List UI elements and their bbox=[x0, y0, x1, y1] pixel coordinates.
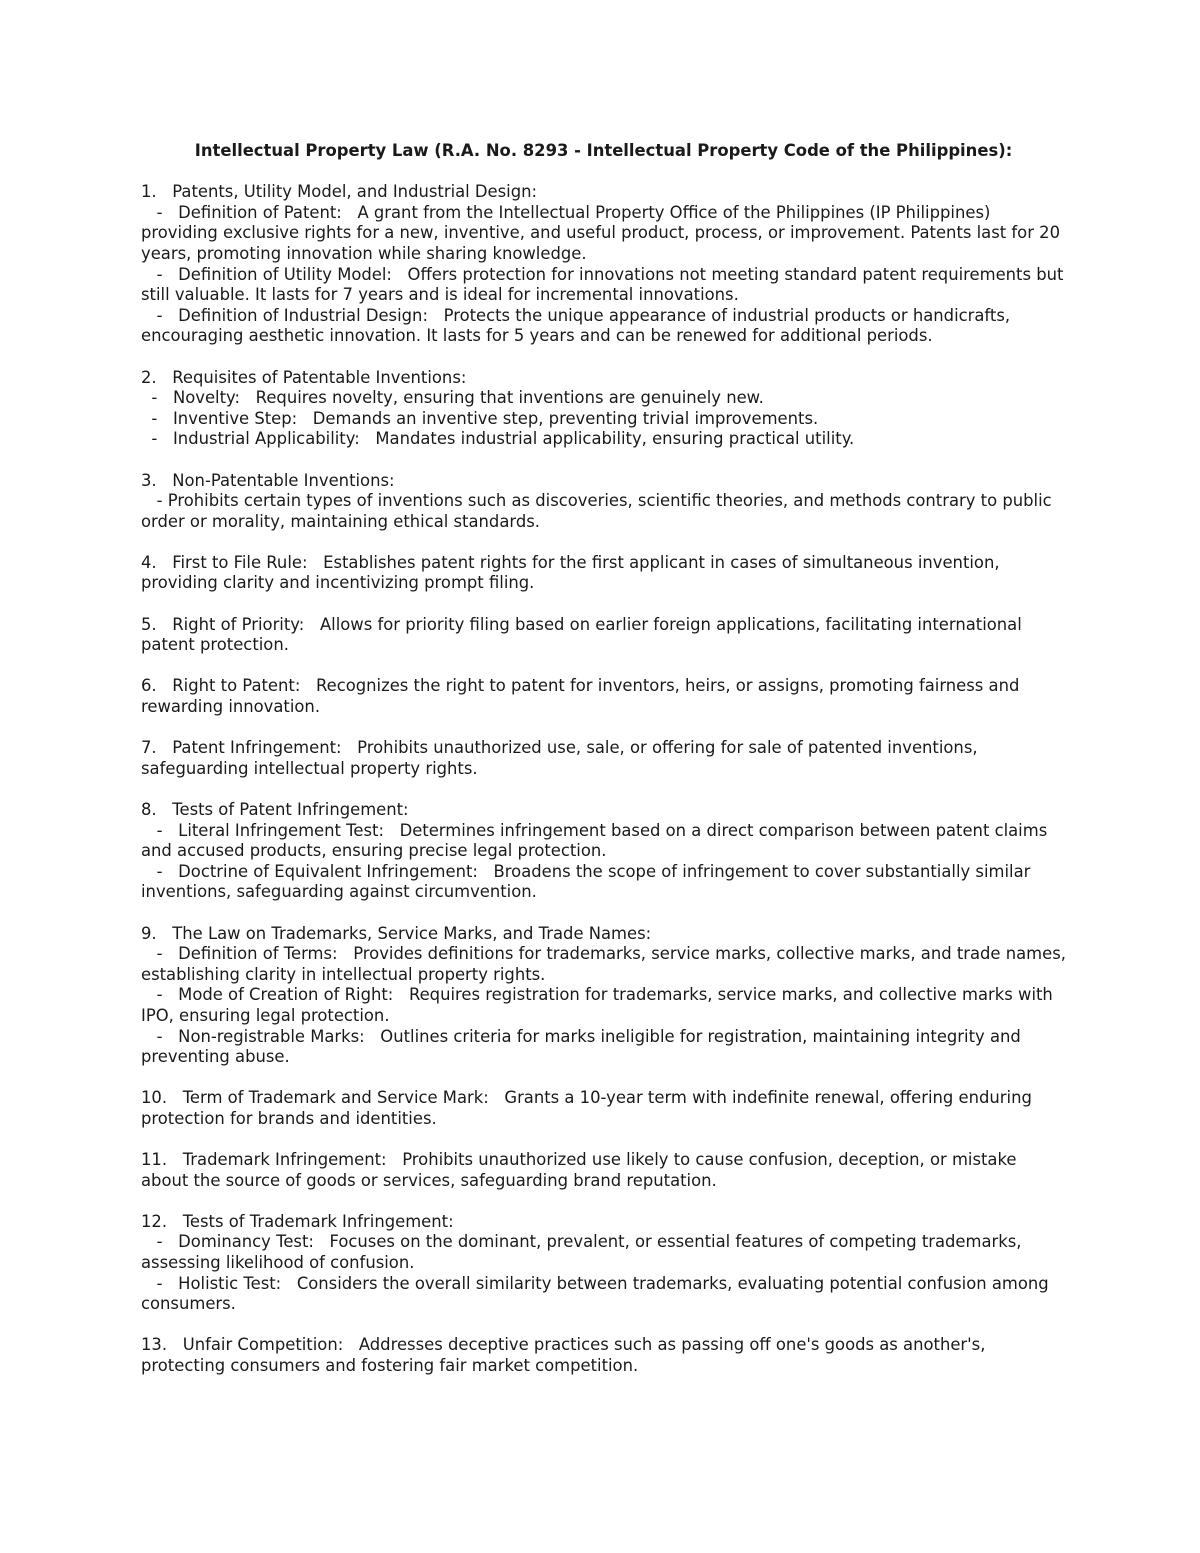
item-heading: 5. Right of Priority: Allows for priority filing based on earlier foreign applications, facilitating international patent protection. bbox=[141, 614, 1027, 655]
list-item bbox=[141, 553, 1066, 594]
item-heading: 6. Right to Patent: Recognizes the right to patent for inventors, heirs, or assigns, promoting fairness and rewarding innovation. bbox=[141, 676, 1025, 717]
item-heading: 12. Tests of Trademark Infringement: bbox=[141, 1211, 454, 1231]
list-item bbox=[141, 1335, 1066, 1376]
sub-item: - Literal Infringement Test: Determines infringement based on a direct comparison between patent claims and accused products, ensuring precise legal protection. bbox=[141, 820, 1053, 861]
sub-item: - Holistic Test: Considers the overall similarity between trademarks, evaluating potential confusion among consumers. bbox=[141, 1273, 1054, 1314]
document-body bbox=[141, 141, 1072, 1397]
list-item bbox=[141, 1088, 1066, 1129]
sub-item: - Inventive Step: Demands an inventive step, preventing trivial improvements. bbox=[141, 408, 819, 428]
sub-item: - Definition of Utility Model: Offers protection for innovations not meeting standard patent requirements but still valuable. It lasts for 7 years and is ideal for incremental innovations. bbox=[141, 264, 1069, 305]
item-heading: 13. Unfair Competition: Addresses deceptive practices such as passing off one's goods as another's, protecting consumers and fostering fair market competition. bbox=[141, 1335, 991, 1376]
sub-item: - Prohibits certain types of inventions such as discoveries, scientific theories, and methods contrary to public order or morality, maintaining ethical standards. bbox=[141, 491, 1057, 531]
item-heading: 7. Patent Infringement: Prohibits unauthorized use, sale, or offering for sale of patented inventions, safeguarding intellectual property rights. bbox=[141, 738, 983, 778]
sub-item: - Non-registrable Marks: Outlines criteria for marks ineligible for registration, maintaining integrity and preventing abuse. bbox=[141, 1026, 1026, 1067]
sub-item: - Dominancy Test: Focuses on the dominant, prevalent, or essential features of competing trademarks, assessing likelihood of confusion. bbox=[141, 1232, 1027, 1273]
sub-item: - Novelty: Requires novelty, ensuring that inventions are genuinely new. bbox=[141, 388, 764, 408]
item-heading: 8. Tests of Patent Infringement: bbox=[141, 800, 409, 819]
list-item bbox=[141, 676, 1066, 717]
sub-item: - Mode of Creation of Right: Requires registration for trademarks, service marks, and collective marks with IPO, ensuring legal protection. bbox=[141, 985, 1059, 1025]
list-item bbox=[141, 471, 1066, 533]
sub-item: - Definition of Patent: A grant from the Intellectual Property Office of the Philippines (IP Philippines) providing exclusive rights for a new, inventive, and useful product, process, or improvement. Patents last for 20 years, promoting innovation while sharing knowledge. bbox=[141, 202, 1066, 263]
item-heading: 4. First to File Rule: Establishes patent rights for the first applicant in cases of simultaneous invention, providing clarity and incentivizing prompt filing. bbox=[141, 552, 1005, 593]
sub-item: - Definition of Terms: Provides definitions for trademarks, service marks, collective marks, and trade names, establishing clarity in intellectual property rights. bbox=[141, 944, 1072, 984]
list-item bbox=[141, 738, 1066, 779]
item-heading: 9. The Law on Trademarks, Service Marks, and Trade Names: bbox=[141, 923, 652, 943]
list-item bbox=[141, 1212, 1066, 1315]
item-heading: 10. Term of Trademark and Service Mark: Grants a 10-year term with indefinite renewal, offering enduring protection for brands and identities. bbox=[141, 1088, 1038, 1128]
sub-item: - Definition of Industrial Design: Protects the unique appearance of industrial products or handicrafts, encouraging aesthetic innovation. It lasts for 5 years and can be renewed for additional periods. bbox=[141, 305, 1016, 346]
sub-item: - Doctrine of Equivalent Infringement: Broadens the scope of infringement to cover substantially similar inventions, safeguarding against circumvention. bbox=[141, 861, 1036, 902]
list-item bbox=[141, 923, 1072, 1068]
list-item bbox=[141, 1150, 1066, 1191]
list-item bbox=[141, 800, 1066, 903]
item-heading: 1. Patents, Utility Model, and Industrial Design: bbox=[141, 182, 538, 202]
list-item bbox=[141, 615, 1066, 656]
list-item bbox=[141, 368, 1066, 450]
sub-item: - Industrial Applicability: Mandates industrial applicability, ensuring practical utility. bbox=[141, 429, 855, 449]
item-heading: 11. Trademark Infringement: Prohibits unauthorized use likely to cause confusion, deception, or mistake about the source of goods or services, safeguarding brand reputation. bbox=[141, 1150, 1022, 1190]
item-heading: 2. Requisites of Patentable Inventions: bbox=[141, 367, 467, 387]
item-heading: 3. Non-Patentable Inventions: bbox=[141, 470, 395, 490]
list-item bbox=[141, 182, 1069, 347]
document-title: Intellectual Property Law (R.A. No. 8293 - Intellectual Property Code of the Philippines): bbox=[194, 141, 1013, 160]
